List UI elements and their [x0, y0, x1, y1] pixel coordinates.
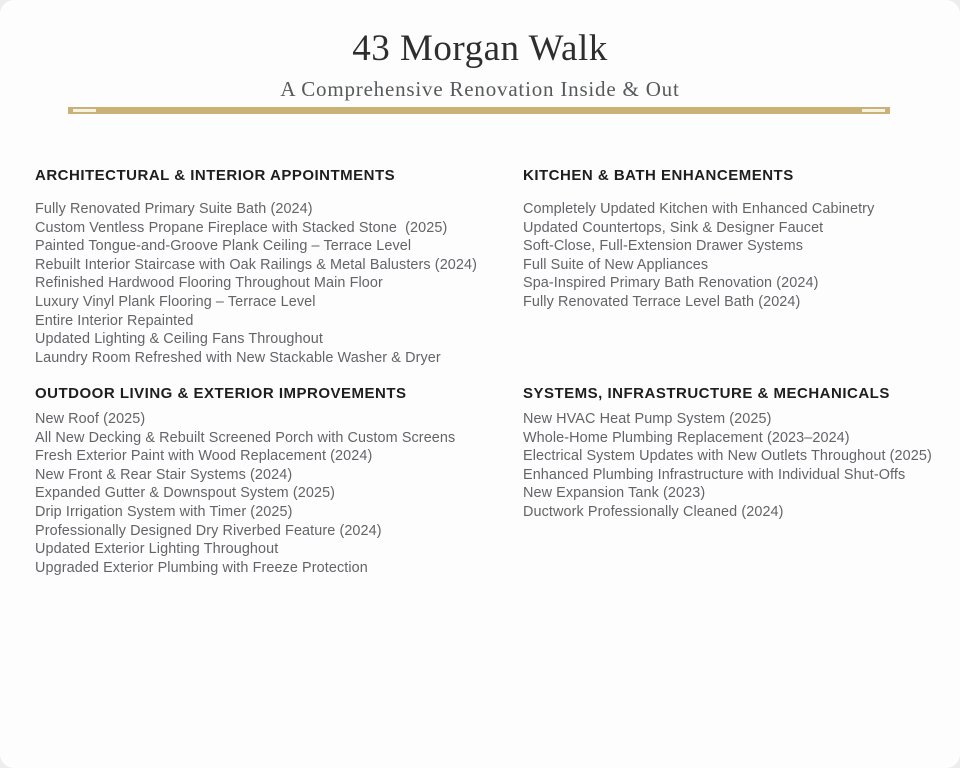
- list-item: Electrical System Updates with New Outlets Throughout (2025): [523, 448, 932, 465]
- feature-list: [523, 410, 955, 522]
- list-item: Luxury Vinyl Plank Flooring – Terrace Level: [35, 293, 316, 310]
- list-item: Enhanced Plumbing Infrastructure with Individual Shut-Offs: [523, 466, 906, 483]
- section-heading: SYSTEMS, INFRASTRUCTURE & MECHANICALS: [523, 385, 890, 402]
- list-item: All New Decking & Rebuilt Screened Porch with Custom Screens: [35, 429, 456, 446]
- feature-list: [35, 200, 510, 367]
- list-item: New HVAC Heat Pump System (2025): [523, 411, 772, 427]
- list-item: Refinished Hardwood Flooring Throughout Main Floor: [35, 275, 383, 292]
- divider-right-cap: [862, 109, 885, 112]
- list-item: Painted Tongue-and-Groove Plank Ceiling – Terrace Level: [35, 238, 412, 255]
- list-item: Fully Renovated Primary Suite Bath (2024): [35, 201, 313, 217]
- list-item: Whole-Home Plumbing Replacement (2023–2024): [523, 429, 850, 446]
- section-heading: ARCHITECTURAL & INTERIOR APPOINTMENTS: [35, 167, 396, 184]
- list-item: Professionally Designed Dry Riverbed Feature (2024): [35, 522, 382, 539]
- list-item: Fully Renovated Terrace Level Bath (2024): [523, 293, 801, 310]
- section-heading: KITCHEN & BATH ENHANCEMENTS: [523, 167, 794, 184]
- list-item: Updated Countertops, Sink & Designer Faucet: [523, 219, 824, 236]
- list-item: Soft-Close, Full-Extension Drawer Systems: [523, 238, 804, 255]
- list-item: Expanded Gutter & Downspout System (2025): [35, 485, 336, 502]
- list-item: Updated Exterior Lighting Throughout: [35, 541, 279, 558]
- list-item: Full Suite of New Appliances: [523, 256, 709, 273]
- section-kitchen-bath: [523, 167, 953, 312]
- feature-list: [523, 200, 953, 312]
- section-outdoor-exterior: [35, 385, 510, 577]
- list-item: New Front & Rear Stair Systems (2024): [35, 466, 293, 483]
- page-subtitle: A Comprehensive Renovation Inside & Out: [280, 77, 680, 101]
- list-item: Fresh Exterior Paint with Wood Replacement (2024): [35, 448, 373, 465]
- gold-divider: [68, 107, 890, 114]
- list-item: New Expansion Tank (2023): [523, 485, 706, 502]
- list-item: Laundry Room Refreshed with New Stackable Washer & Dryer: [35, 349, 441, 366]
- page-title: 43 Morgan Walk: [352, 28, 608, 69]
- list-item: Spa-Inspired Primary Bath Renovation (2024): [523, 275, 819, 292]
- list-item: New Roof (2025): [35, 411, 146, 427]
- list-item: Drip Irrigation System with Timer (2025): [35, 503, 293, 520]
- list-item: Ductwork Professionally Cleaned (2024): [523, 503, 784, 520]
- divider-left-cap: [73, 109, 96, 112]
- list-item: Updated Lighting & Ceiling Fans Throughout: [35, 331, 323, 348]
- section-systems-mechanicals: [523, 385, 955, 522]
- list-item: Custom Ventless Propane Fireplace with Stacked Stone (2025): [35, 219, 448, 236]
- list-item: Entire Interior Repainted: [35, 312, 194, 329]
- list-item: Rebuilt Interior Staircase with Oak Railings & Metal Balusters (2024): [35, 256, 477, 273]
- section-heading: OUTDOOR LIVING & EXTERIOR IMPROVEMENTS: [35, 385, 407, 402]
- feature-list: [35, 410, 510, 577]
- list-item: Upgraded Exterior Plumbing with Freeze Protection: [35, 559, 368, 576]
- section-architectural-interior: [35, 167, 510, 367]
- list-item: Completely Updated Kitchen with Enhanced Cabinetry: [523, 201, 875, 217]
